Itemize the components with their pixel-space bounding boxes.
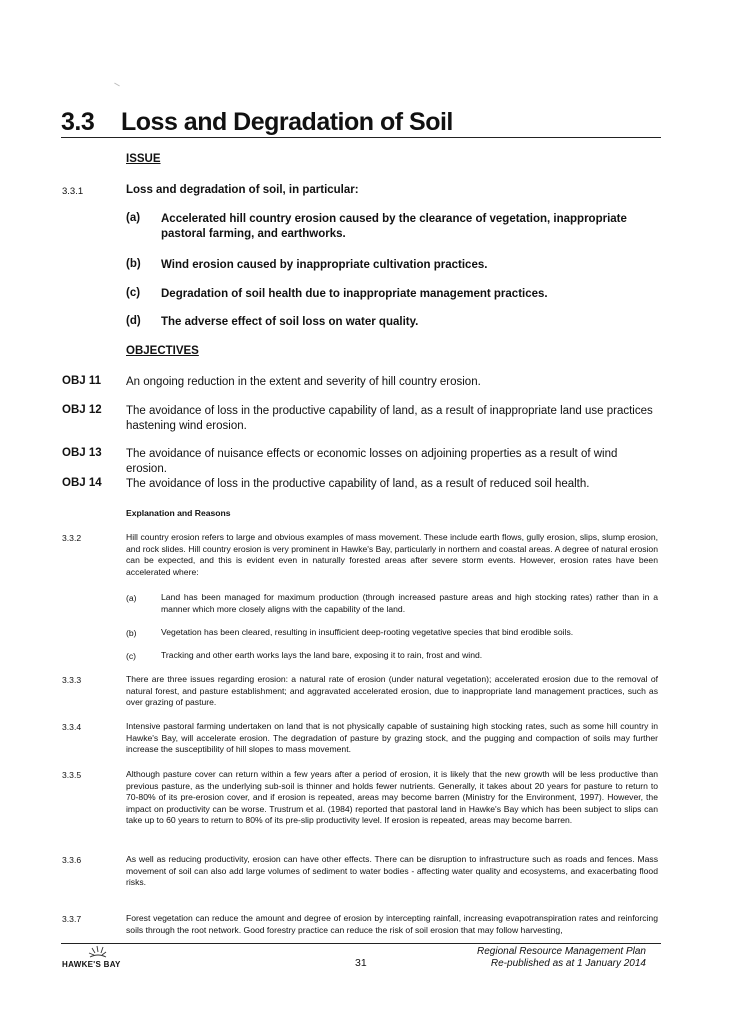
reason-text: Vegetation has been cleared, resulting in insufficient deep-rooting vegetative species that bind erodible soils. bbox=[161, 627, 574, 637]
reason-label: (a) bbox=[126, 593, 137, 603]
clause-text: Forest vegetation can reduce the amount and degree of erosion by intercepting rainfall, increasing evapotranspiration rates and reinforcing soils through the root network. Good forestry practice can reduce the risk of soil erosion that may follow harvesting, bbox=[126, 913, 658, 935]
objective-label: OBJ 12 bbox=[62, 404, 102, 416]
footer-rule bbox=[61, 943, 661, 944]
clause-text: Hill country erosion refers to large and obvious examples of mass movement. These include earth flows, gully erosion, slips, slump erosion, and rock slides. Hill country erosion is very prominent in Hawke's Bay, particularly in northern and coastal areas. A degree of natural erosion can be expected, and this is evident even in naturally forested areas after severe storm events. However, erosion rates have been accelerated where: bbox=[126, 532, 658, 577]
clause-number: 3.3.2 bbox=[62, 533, 82, 543]
hawkes-bay-logo-icon bbox=[62, 944, 142, 974]
clause-number: 3.3.4 bbox=[62, 722, 82, 732]
clause-text: Intensive pastoral farming undertaken on land that is not physically capable of sustaining high stocking rates, such as some hill country in Hawke's Bay, will accelerate erosion. The degradation of pasture by grazing stock, and the pugging and compaction of soils may further increase the susceptibility of hill slopes to mass movement. bbox=[126, 721, 658, 754]
reason-label: (b) bbox=[126, 628, 137, 638]
republished-date: Re-published as at 1 January 2014 bbox=[490, 958, 646, 969]
objective-label: OBJ 11 bbox=[62, 375, 101, 387]
issue-item-text: Accelerated hill country erosion caused by the clearance of vegetation, inappropriate pastoral farming, and earthworks. bbox=[161, 213, 627, 240]
issue-item-label: (c) bbox=[126, 287, 141, 299]
section-title-text: Loss and Degradation of Soil bbox=[121, 108, 453, 136]
scan-mark bbox=[114, 83, 120, 87]
objective-text: The avoidance of loss in the productive capability of land, as a result of reduced soil health. bbox=[126, 478, 590, 490]
clause-number: 3.3.7 bbox=[62, 914, 82, 924]
reason-text: Tracking and other earth works lays the land bare, exposing it to rain, frost and wind. bbox=[161, 650, 483, 660]
section-number: 3.3 bbox=[61, 108, 95, 136]
title-rule bbox=[61, 137, 661, 138]
issue-item-label: (d) bbox=[126, 315, 141, 327]
issue-clause-number: 3.3.1 bbox=[62, 186, 84, 197]
issue-item-label: (a) bbox=[126, 212, 141, 224]
issue-heading: ISSUE bbox=[126, 153, 161, 165]
plan-title: Regional Resource Management Plan bbox=[477, 946, 646, 957]
clause-number: 3.3.6 bbox=[62, 855, 82, 865]
objective-text: The avoidance of nuisance effects or economic losses on adjoining properties as a result of wind erosion. bbox=[126, 448, 618, 475]
reason-text: Land has been managed for maximum production (through increased pasture areas and high stocking rates) rather than in a manner which more closely aligns with the capability of the land. bbox=[161, 592, 658, 614]
issue-item-label: (b) bbox=[126, 258, 141, 270]
clause-number: 3.3.3 bbox=[62, 675, 82, 685]
objective-label: OBJ 14 bbox=[62, 477, 102, 489]
issue-lead: Loss and degradation of soil, in particular: bbox=[126, 184, 359, 196]
objective-text: An ongoing reduction in the extent and severity of hill country erosion. bbox=[126, 376, 481, 388]
section-title bbox=[61, 108, 453, 137]
reason-label: (c) bbox=[126, 651, 137, 661]
clause-text: There are three issues regarding erosion: a natural rate of erosion (under natural vegetation); accelerated erosion due to the removal of natural forest, and pasture establishment; and aggravated accelerated erosion, due to inappropriate land management practices, such as over grazing of pasture. bbox=[126, 674, 658, 707]
issue-item-text: Wind erosion caused by inappropriate cultivation practices. bbox=[161, 259, 488, 271]
issue-item-text: Degradation of soil health due to inappropriate management practices. bbox=[161, 288, 548, 300]
clause-text: Although pasture cover can return within a few years after a period of erosion, it is likely that the new growth will be less productive than previous pasture, as the underlying sub-soil is thinner and holds fewer nutrients. Generally, it takes about 20 years for pasture to return to 70-80% of its pre-erosion cover, and if erosion is repeated, areas may become barren (Ministry for the Environment, 1997). However, the impact on productivity can be worse. Trustrum et al. (1984) reported that pastoral land in Hawke's Bay which has been subject to slips can take up to 60 years to return to 80% of its pre-slip productivity level. If erosion is repeated, areas may become barren. bbox=[126, 769, 658, 825]
logo-text: HAWKE'S BAY bbox=[62, 960, 121, 969]
objective-text: The avoidance of loss in the productive capability of land, as a result of inappropriate land use practices hastening wind erosion. bbox=[126, 405, 653, 432]
clause-text: As well as reducing productivity, erosion can have other effects. There can be disruption to infrastructure such as roads and fences. Mass movement of soil can also add large volumes of sediment to water bodies - affecting water quality and ecosystems, and exacerbating flood risks. bbox=[126, 854, 658, 887]
objective-label: OBJ 13 bbox=[62, 447, 102, 459]
issue-item-text: The adverse effect of soil loss on water quality. bbox=[161, 316, 419, 328]
page-number: 31 bbox=[355, 957, 367, 969]
clause-number: 3.3.5 bbox=[62, 770, 82, 780]
objectives-heading: OBJECTIVES bbox=[126, 345, 199, 357]
explanation-heading: Explanation and Reasons bbox=[126, 508, 231, 518]
